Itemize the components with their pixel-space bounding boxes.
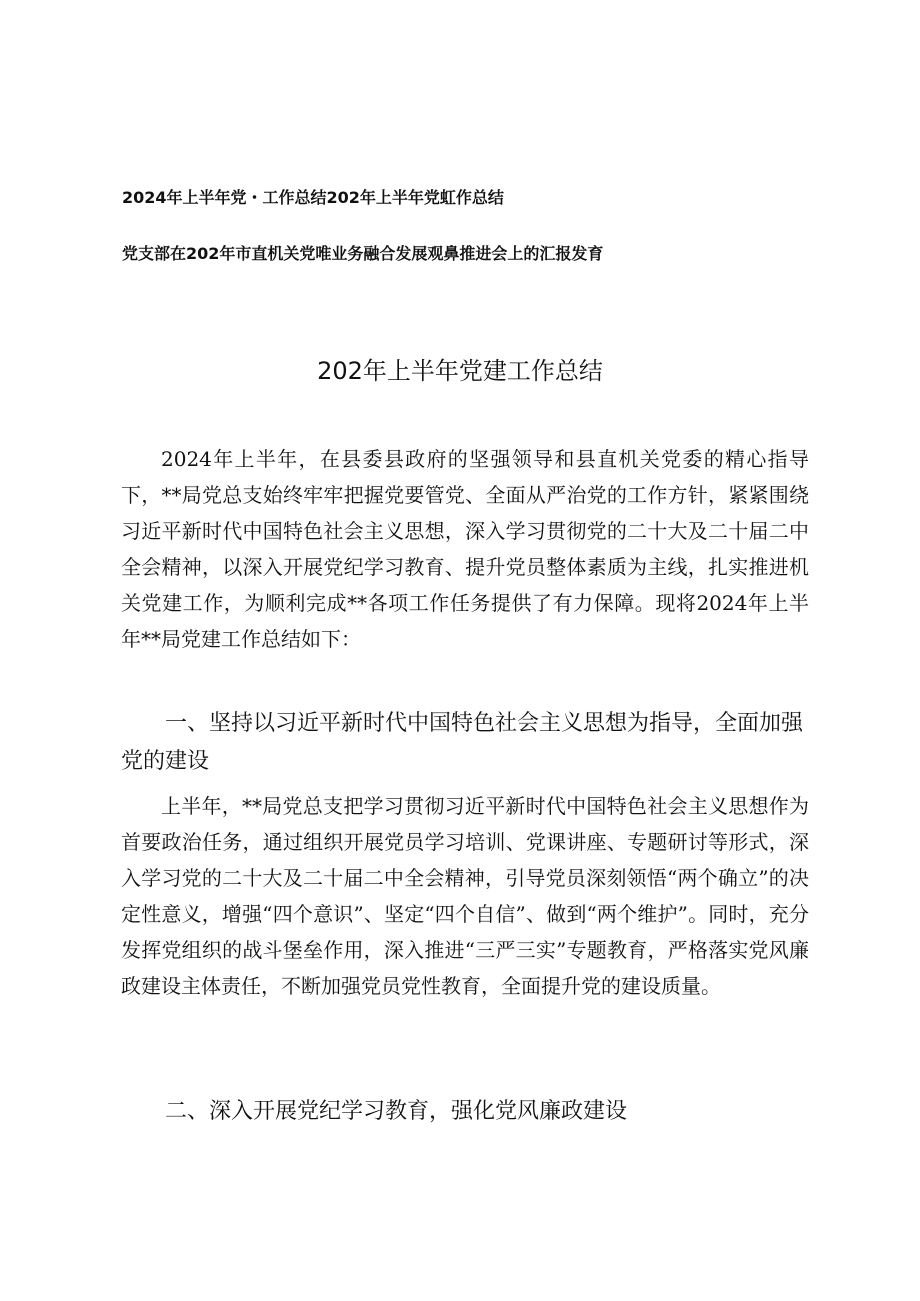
intro-paragraph: 2024年上半年，在县委县政府的坚强领导和县直机关党委的精心指导下，**局党总支始终牢牢把握党要管党、全面从严治党的工作方针，紧紧围绕习近平新时代中国特色社会主义思想，深入学习贯彻党的二十大及二十届二中全会精神，以深入开展党纪学习教育、提升党员整体素质为主线，扎实推进机关党建工作，为顺利完成**各项工作任务提供了有力保障。现将2024年上半年**局党建工作总结如下： xyxy=(121,447,809,651)
section-heading-2: 二、深入开展党纪学习教育，强化党风廉政建设 xyxy=(165,1099,628,1124)
header-line-2: 党支部在202年市直机关党唯业务融合发展观鼻推进会上的汇报发育 xyxy=(122,244,604,263)
section-heading-1: 一、坚持以习近平新时代中国特色社会主义思想为指导，全面加强党的建设 xyxy=(121,711,804,774)
document-title: 202年上半年党建工作总结 xyxy=(317,357,603,385)
section-1-paragraph: 上半年，**局党总支把学习贯彻习近平新时代中国特色社会主义思想作为首要政治任务，通过组织开展党员学习培训、党课讲座、专题研讨等形式，深入学习党的二十大及二十届二中全会精神，引导党员深刻领悟“两个确立”的决定性意义，增强“四个意识”、坚定“四个自信”、做到“两个维护”。同时，充分发挥党组织的战斗堡垒作用，深入推进“三严三实”专题教育，严格落实党风廉政建设主体责任，不断加强党员党性教育，全面提升党的建设质量。 xyxy=(121,794,809,998)
header-line-1: 2024年上半年党・工作总结202年上半年党虹作总结 xyxy=(122,188,504,207)
